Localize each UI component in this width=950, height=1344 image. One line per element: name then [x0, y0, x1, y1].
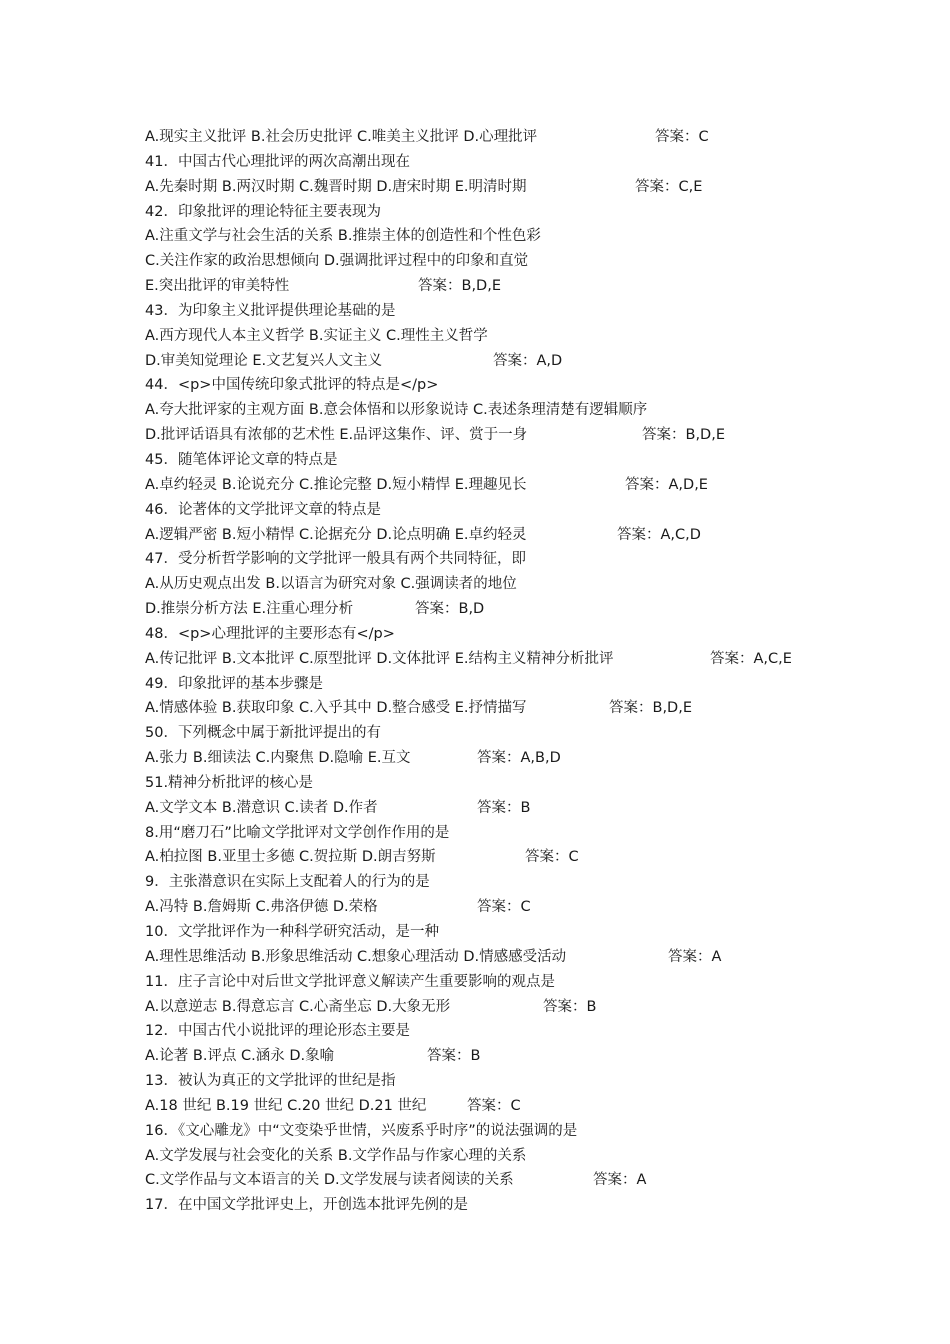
text-line [145, 945, 845, 970]
line-text: A.以意逆志 B.得意忘言 C.心斋坐忘 D.大象无形 [145, 998, 451, 1015]
answer-label: 答案：B,D,E [609, 700, 692, 717]
line-text: 12．中国古代小说批评的理论形态主要是 [145, 1023, 410, 1040]
text-line [145, 373, 845, 398]
line-text: A.西方现代人本主义哲学 B.实证主义 C.理性主义哲学 [145, 327, 488, 344]
text-line [145, 523, 845, 548]
answer-label: 答案：B [543, 998, 597, 1015]
line-text: A.逻辑严密 B.短小精悍 C.论据充分 D.论点明确 E.卓约轻灵 [145, 526, 527, 543]
line-text: 13．被认为真正的文学批评的世纪是指 [145, 1073, 396, 1090]
answer-label: 答案：A,B,D [477, 750, 561, 767]
line-text: 42．印象批评的理论特征主要表现为 [145, 203, 381, 220]
answer-label: 答案：A,C,D [617, 526, 701, 543]
line-text: A.情感体验 B.获取印象 C.入乎其中 D.整合感受 E.抒情描写 [145, 700, 527, 717]
answer-label: 答案：B [427, 1048, 481, 1065]
line-text: A.卓约轻灵 B.论说充分 C.推论完整 D.短小精悍 E.理趣见长 [145, 476, 527, 493]
text-line [145, 200, 845, 225]
line-text: 41．中国古代心理批评的两次高潮出现在 [145, 153, 410, 170]
line-text: A.张力 B.细读法 C.内聚焦 D.隐喻 E.互文 [145, 750, 411, 767]
text-line [145, 870, 845, 895]
line-text: C.文学作品与文本语言的关 D.文学发展与读者阅读的关系 [145, 1172, 514, 1189]
text-line [145, 1119, 845, 1144]
line-text: A.现实主义批评 B.社会历史批评 C.唯美主义批评 D.心理批评 [145, 129, 538, 145]
line-text: A.从历史观点出发 B.以语言为研究对象 C.强调读者的地位 [145, 576, 517, 593]
text-line [145, 1168, 845, 1193]
line-text: 45．随笔体评论文章的特点是 [145, 451, 338, 468]
text-line [145, 895, 845, 920]
line-text: E.突出批评的审美特性 [145, 278, 290, 295]
text-line [145, 647, 845, 672]
text-line [145, 1193, 845, 1218]
line-text: A.注重文学与社会生活的关系 B.推崇主体的创造性和个性色彩 [145, 228, 541, 245]
answer-label: 答案：A [593, 1172, 647, 1189]
line-text: A.文学发展与社会变化的关系 B.文学作品与作家心理的关系 [145, 1147, 527, 1164]
line-text: 46．论著体的文学批评文章的特点是 [145, 501, 381, 518]
answer-label: 答案：C [525, 849, 579, 866]
line-text: 49．印象批评的基本步骤是 [145, 675, 323, 692]
line-text: A.传记批评 B.文本批评 C.原型批评 D.文体批评 E.结构主义精神分析批评 [145, 650, 614, 667]
text-line [145, 1044, 845, 1069]
text-line [145, 224, 845, 249]
answer-label: 答案：B,D,E [418, 278, 501, 295]
line-text: A.先秦时期 B.两汉时期 C.魏晋时期 D.唐宋时期 E.明清时期 [145, 178, 527, 195]
text-line [145, 324, 845, 349]
line-text: 43．为印象主义批评提供理论基础的是 [145, 302, 396, 319]
answer-label: 答案：B [477, 799, 531, 816]
line-text: 10．文学批评作为一种科学研究活动，是一种 [145, 924, 439, 940]
answer-label: 答案：B,D [415, 601, 485, 618]
text-line [145, 721, 845, 746]
text-line [145, 150, 845, 175]
text-line [145, 1094, 845, 1119]
answer-label: 答案：B,D,E [642, 427, 725, 444]
text-line [145, 547, 845, 572]
line-text: 9．主张潜意识在实际上支配着人的行为的是 [145, 874, 430, 891]
line-text: A.18 世纪 B.19 世纪 C.20 世纪 D.21 世纪 [145, 1097, 427, 1114]
text-line [145, 696, 845, 721]
line-text: 50．下列概念中属于新批评提出的有 [145, 725, 381, 742]
text-line [145, 125, 845, 150]
line-text: A.文学文本 B.潜意识 C.读者 D.作者 [145, 799, 378, 816]
line-text: A.冯特 B.詹姆斯 C.弗洛伊德 D.荣格 [145, 899, 378, 916]
text-line [145, 572, 845, 597]
text-line [145, 249, 845, 274]
text-line [145, 175, 845, 200]
line-text: A.夸大批评家的主观方面 B.意会体悟和以形象说诗 C.表述条理清楚有逻辑顺序 [145, 402, 648, 419]
text-line [145, 821, 845, 846]
text-line [145, 1144, 845, 1169]
line-text: 16．《文心雕龙》中“文变染乎世情，兴废系乎时序”的说法强调的是 [145, 1122, 578, 1139]
text-line [145, 995, 845, 1020]
text-line [145, 349, 845, 374]
text-line [145, 597, 845, 622]
line-text: 17．在中国文学批评史上，开创选本批评先例的是 [145, 1197, 468, 1214]
answer-label: 答案：C [467, 1097, 521, 1114]
text-line [145, 1069, 845, 1094]
text-line [145, 1019, 845, 1044]
text-line [145, 622, 845, 647]
line-text: A.柏拉图 B.亚里士多德 C.贺拉斯 D.朗吉努斯 [145, 849, 436, 866]
text-line [145, 473, 845, 498]
line-text: 8.用“磨刀石”比喻文学批评对文学创作作用的是 [145, 824, 450, 841]
answer-label: 答案：C [477, 899, 531, 916]
line-text: A.理性思维活动 B.形象思维活动 C.想象心理活动 D.情感感受活动 [145, 948, 567, 965]
line-text: A.论著 B.评点 C.涵永 D.象喻 [145, 1048, 335, 1065]
text-line [145, 299, 845, 324]
answer-label: 答案：A [668, 948, 722, 965]
line-text: 47．受分析哲学影响的文学批评一般具有两个共同特征，即 [145, 551, 526, 568]
text-line [145, 398, 845, 423]
line-text: D.审美知觉理论 E.文艺复兴人文主义 [145, 352, 383, 369]
line-text: 11．庄子言论中对后世文学批评意义解读产生重要影响的观点是 [145, 973, 555, 990]
line-text: D.批评话语具有浓郁的艺术性 E.品评这集作、评、赏于一身 [145, 427, 528, 444]
answer-label: 答案：A,D,E [625, 476, 708, 493]
text-line [145, 920, 845, 945]
text-line [145, 498, 845, 523]
text-line [145, 448, 845, 473]
text-line [145, 423, 845, 448]
text-line [145, 771, 845, 796]
text-line [145, 845, 845, 870]
line-text: 48．<p>心理批评的主要形态有</p> [145, 625, 395, 642]
line-text: 51.精神分析批评的核心是 [145, 774, 314, 791]
text-line [145, 796, 845, 821]
text-line [145, 970, 845, 995]
answer-label: 答案：C [655, 129, 709, 145]
line-text: 44．<p>中国传统印象式批评的特点是</p> [145, 377, 439, 394]
text-line [145, 274, 845, 299]
answer-label: 答案：A,D [493, 352, 563, 369]
answer-label: 答案：A,C,E [710, 650, 792, 667]
document-body [145, 125, 845, 1218]
text-line [145, 746, 845, 771]
line-text: D.推崇分析方法 E.注重心理分析 [145, 601, 354, 618]
line-text: C.关注作家的政治思想倾向 D.强调批评过程中的印象和直觉 [145, 253, 529, 270]
answer-label: 答案：C,E [635, 178, 703, 195]
text-line [145, 672, 845, 697]
